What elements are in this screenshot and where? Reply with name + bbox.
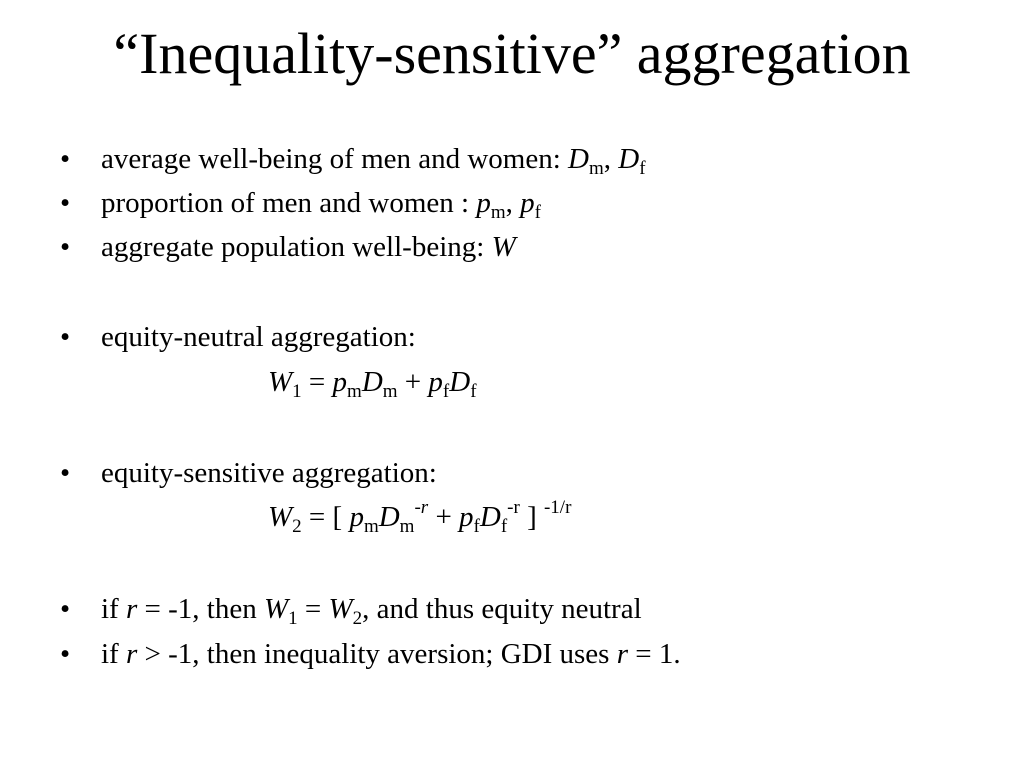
plus-sign: + [428, 501, 460, 533]
var-p: p [349, 501, 364, 533]
var-W: W [263, 593, 289, 625]
bullet-icon: • [60, 187, 71, 219]
if-word: if [101, 593, 126, 625]
item-label: aggregate population well-being: [101, 231, 492, 263]
sub-f: f [473, 516, 480, 537]
equals-sign: = [301, 366, 333, 398]
var-W: W [268, 366, 293, 398]
var-p: p [332, 366, 348, 398]
exponent-text: -r [414, 497, 429, 518]
list-item-text [101, 636, 681, 672]
list-item-text [101, 591, 642, 627]
var-p: p [476, 187, 491, 219]
exponent: -r [507, 497, 520, 518]
separator: , [603, 143, 619, 175]
var-p: p [520, 187, 535, 219]
var-W: W [268, 501, 293, 533]
list-item-text: equity-sensitive aggregation: [101, 457, 437, 489]
sub-f: f [470, 381, 477, 402]
equation-text [268, 364, 477, 400]
equation-text [268, 499, 571, 535]
slide-title: “Inequality-sensitive” aggregation [113, 21, 911, 86]
equals-bracket: = [ [301, 501, 350, 533]
sub-m: m [382, 381, 398, 402]
bullet-icon: • [60, 457, 71, 489]
bullet-icon: • [60, 143, 71, 175]
list-item-text [101, 141, 646, 177]
equals-sign: = [297, 593, 329, 625]
sub-m: m [399, 516, 415, 537]
sub-f: f [534, 202, 541, 223]
separator: , [505, 187, 521, 219]
list-item-text [101, 229, 516, 265]
var-r: r [125, 638, 138, 670]
var-r: r [125, 593, 138, 625]
sub-f: f [442, 381, 450, 402]
var-p: p [459, 501, 474, 533]
var-D: D [479, 501, 501, 533]
var-D: D [449, 366, 471, 398]
item-label: = -1, then [137, 593, 264, 625]
var-p: p [428, 366, 443, 398]
item-tail: , and thus equity neutral [362, 593, 642, 625]
sub-m: m [363, 516, 379, 537]
bullet-icon: • [60, 231, 71, 263]
close-bracket: ] [519, 501, 544, 533]
sub-f: f [639, 158, 646, 179]
sub-2: 2 [292, 516, 302, 537]
var-D: D [361, 366, 383, 398]
var-W: W [491, 231, 516, 263]
plus-sign: + [397, 366, 429, 398]
sub-m: m [347, 381, 362, 402]
item-label: average well-being of men and women: [101, 143, 569, 175]
bullet-icon: • [60, 321, 71, 353]
var-D: D [568, 143, 589, 175]
var-W: W [328, 593, 353, 625]
if-word: if [101, 638, 126, 670]
exponent [414, 497, 428, 518]
item-tail: = 1. [628, 638, 681, 670]
sub-1: 1 [292, 381, 302, 402]
sub-m: m [490, 202, 506, 223]
sub-2: 2 [352, 608, 363, 629]
item-label: > -1, then inequality aversion; GDI uses [137, 638, 617, 670]
sub-f: f [500, 516, 508, 537]
var-D: D [618, 143, 640, 175]
list-item-text: equity-neutral aggregation: [101, 321, 416, 353]
bullet-icon: • [60, 638, 71, 670]
var-D: D [378, 501, 400, 533]
outer-exponent: -1/r [543, 497, 572, 518]
var-r: r [616, 638, 629, 670]
sub-m: m [589, 158, 604, 179]
item-label: proportion of men and women : [101, 187, 477, 219]
sub-1: 1 [288, 608, 298, 629]
list-item-text [101, 185, 541, 221]
bullet-icon: • [60, 593, 71, 625]
